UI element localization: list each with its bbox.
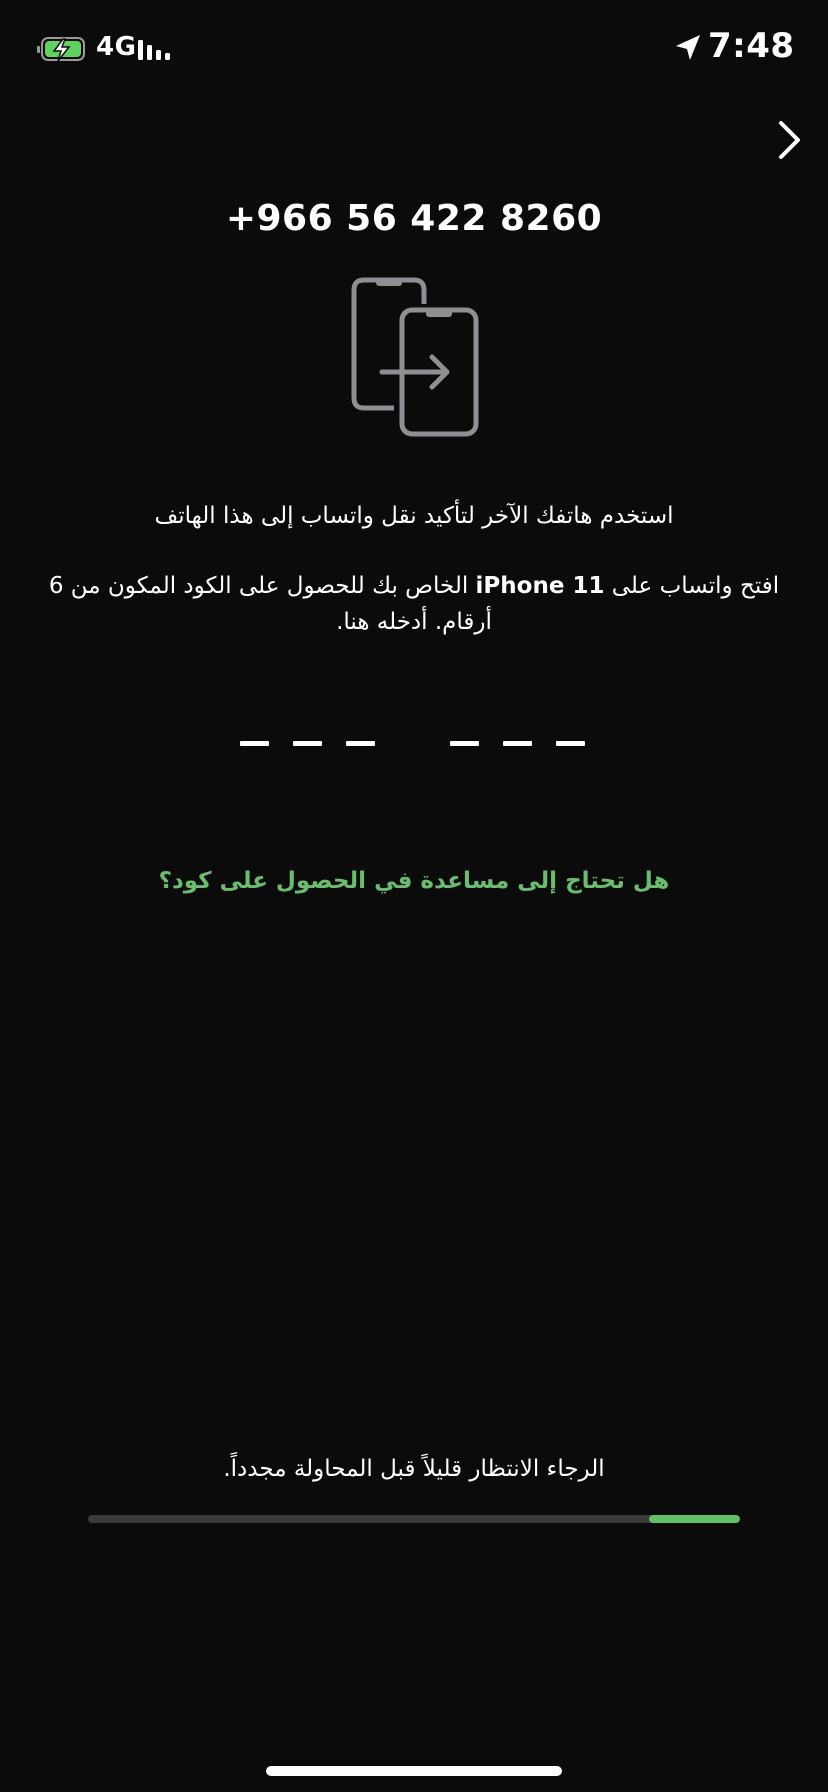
status-bar bbox=[0, 0, 828, 100]
home-indicator[interactable] bbox=[266, 1766, 562, 1776]
code-digit-slot-1[interactable] bbox=[240, 741, 269, 746]
phone-transfer-icon bbox=[350, 276, 482, 438]
signal-bars-icon bbox=[138, 38, 178, 62]
code-digit-slot-3[interactable] bbox=[346, 741, 375, 746]
help-get-code-link[interactable]: هل تحتاج إلى مساعدة في الحصول على كود؟ bbox=[158, 868, 670, 894]
network-type-label: 4G bbox=[96, 32, 137, 62]
location-arrow-icon bbox=[672, 32, 704, 64]
code-digit-slot-6[interactable] bbox=[556, 741, 585, 746]
instruction-confirm-transfer: استخدم هاتفك الآخر لتأكيد نقل واتساب إلى هذا الهاتف bbox=[154, 503, 674, 529]
chevron-right-icon bbox=[777, 119, 803, 161]
battery-charging-icon bbox=[36, 36, 88, 64]
phone-number: +966 56 422 8260 bbox=[225, 198, 603, 239]
device-name: iPhone 11 bbox=[475, 573, 605, 599]
instruction-open-whatsapp-suffix: الخاص بك للحصول على الكود المكون من 6 أرقام. أدخله هنا. bbox=[48, 573, 492, 635]
code-digit-slot-5[interactable] bbox=[503, 741, 532, 746]
instruction-open-whatsapp bbox=[40, 568, 788, 640]
retry-progress-bar bbox=[88, 1515, 740, 1523]
verification-code-input[interactable] bbox=[240, 741, 585, 749]
retry-progress-fill bbox=[649, 1515, 740, 1523]
instruction-open-whatsapp-prefix: افتح واتساب على bbox=[604, 573, 780, 599]
code-digit-slot-2[interactable] bbox=[293, 741, 322, 746]
wait-message: الرجاء الانتظار قليلاً قبل المحاولة مجدداً. bbox=[223, 1456, 605, 1482]
next-button[interactable] bbox=[768, 114, 812, 166]
clock: 7:48 bbox=[708, 26, 795, 66]
code-digit-slot-4[interactable] bbox=[450, 741, 479, 746]
